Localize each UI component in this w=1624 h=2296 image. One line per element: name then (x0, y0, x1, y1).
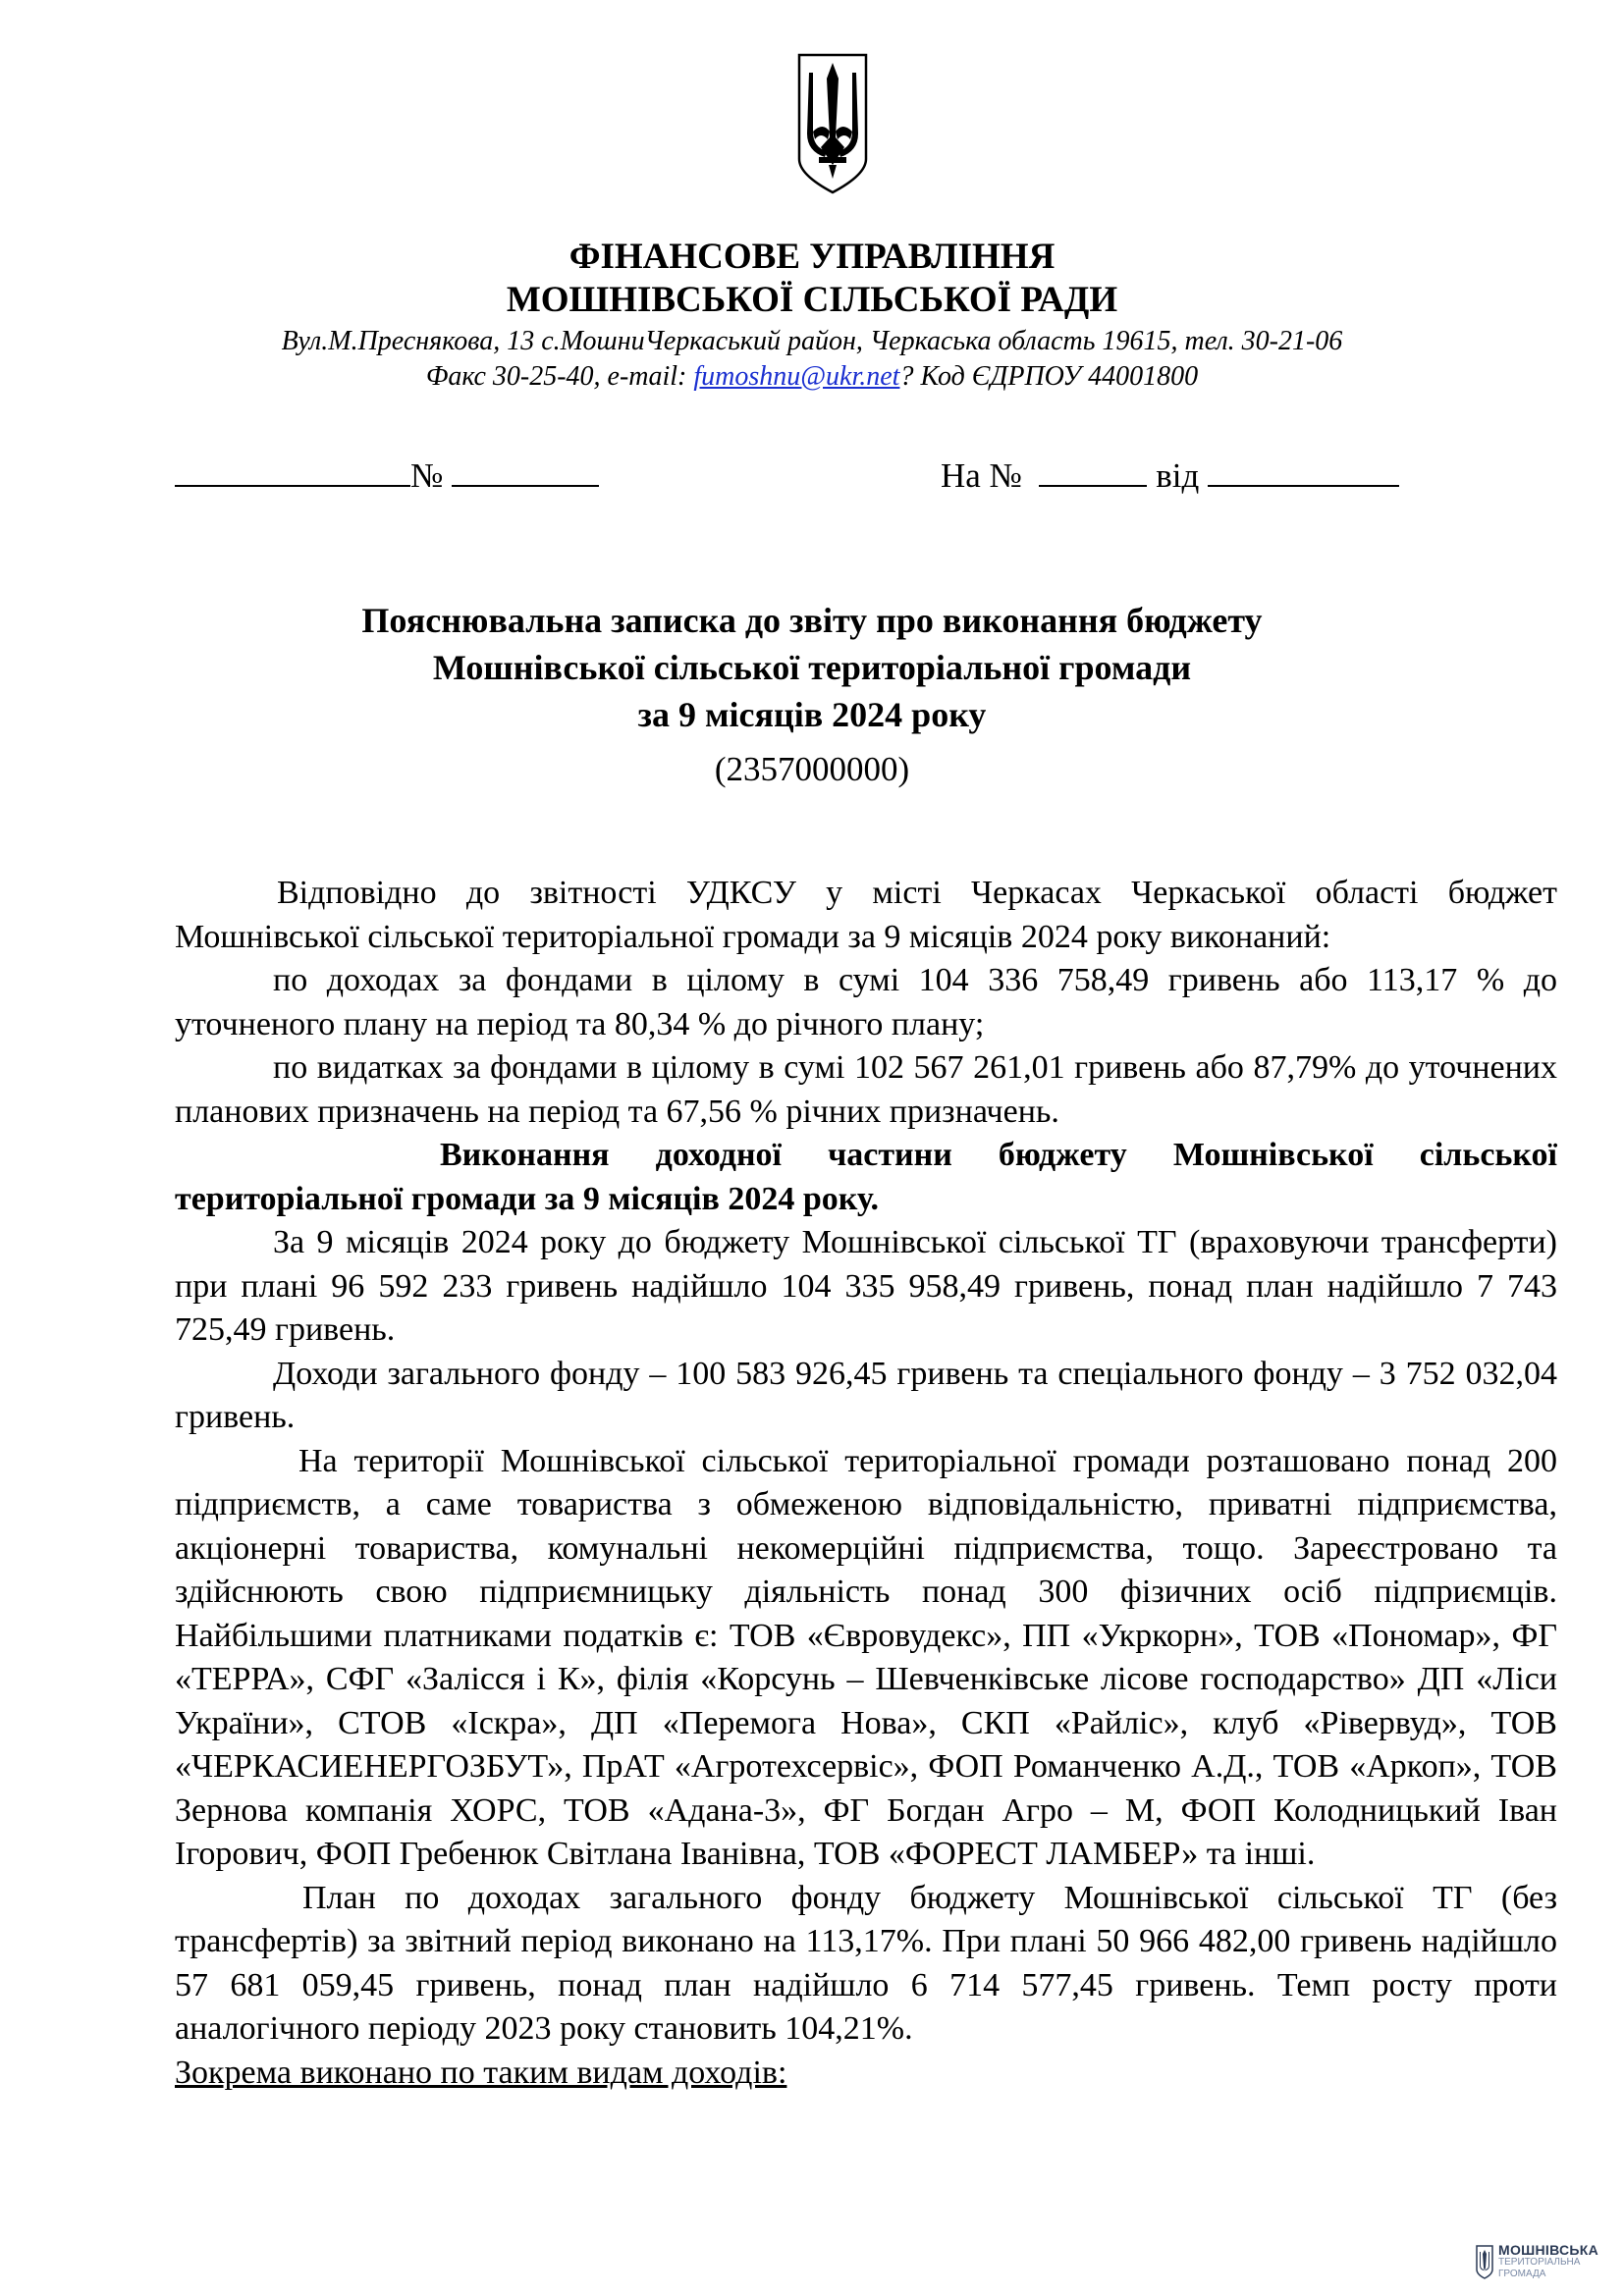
trident-emblem-icon (793, 49, 872, 196)
paragraph-general-fund: План по доходах загального фонду бюджету Мошнівської сільської ТГ (без трансфертів) за звітний період виконано на 113,17%. При плані 50 966 482,00 гривень надійшло 57 681 059,45 гривень, понад план надійшло 6 714 577,45 гривень. Темп росту проти аналогічного періоду 2023 року становить 104,21%. (175, 1879, 1557, 2047)
paragraph-income-types (175, 2052, 1557, 2096)
paragraph-expense-summary: по видатках за фондами в цілому в сумі 102 567 261,01 гривень або 87,79% до уточнених планових призначень на період та 67,56 % річних призначень. (175, 1049, 1557, 1130)
badge-subtitle (1498, 2257, 1580, 2280)
doc-title-line3: за 9 місяців 2024 року (637, 695, 987, 734)
budget-code: (2357000000) (714, 750, 910, 788)
fax-text: Факс 30-25-40, e-mail: (425, 361, 694, 392)
incoming-date-blank (1208, 454, 1399, 487)
outgoing-number-line (175, 454, 599, 498)
doc-title-line2: Мошнівської сільської територіальної громади (432, 648, 1192, 687)
paragraph-intro: Відповідно до звітності УДКСУ у місті Черкасах Черкаської області бюджет Мошнівської сільської територіальної громади за 9 місяців 2024 року виконаний: (175, 875, 1557, 955)
badge-sub2: ГРОМАДА (1498, 2269, 1546, 2279)
on-number-label: На № (941, 456, 1022, 495)
edrpou-code: ? Код ЄДРПОУ 44001800 (899, 361, 1199, 392)
from-label: від (1156, 456, 1200, 495)
date-blank (175, 454, 410, 487)
badge-sub1: ТЕРИТОРІАЛЬНА (1498, 2257, 1581, 2268)
paragraph-enterprises: На території Мошнівської сільської територіальної громади розташовано понад 200 підприємств, а саме товариства з обмеженою відповідальністю, приватні підприємства, акціонерні товариства, комунальні некомерційні підприємства, тощо. Зареєстровано та здійснюють свою підприємницьку діяльність понад 300 фізичних осіб підприємців. Найбільшими платниками податків є: ТОВ «Євровудекс», ПП «Укркорн», ТОВ «Пономар», ФГ «ТЕРРА», СФГ «Залісся і К», філія «Корсунь – Шевченківське лісове господарство» ДП «Ліси України», СТОВ «Іскра», ДП «Перемога Нова», СКП «Райліс», клуб «Рівервуд», ТОВ «ЧЕРКАСИЕНЕРГОЗБУТ», ПрАТ «Агротехсервіс», ФОП Романченко А.Д., ТОВ «Аркоп», ТОВ Зернова компанія ХОРС, ТОВ «Адана-3», ФГ Богдан Агро – М, ФОП Колодницький Іван Ігорович, ФОП Гребенюк Світлана Іванівна, ТОВ «ФОРЕСТ ЛАМБЕР» та інші. (175, 1442, 1557, 1872)
incoming-number-line (941, 454, 1399, 498)
incoming-number-blank (1039, 454, 1147, 487)
paragraph-income-summary: по доходах за фондами в цілому в сумі 104 336 758,49 гривень або 113,17 % до уточненого плану на період та 80,34 % до річного плану; (175, 962, 1557, 1042)
org-name-line2: МОШНІВСЬКОЇ СІЛЬСЬКОЇ РАДИ (506, 280, 1118, 320)
income-types-heading: Зокрема виконано по таким видам доходів: (175, 2054, 787, 2091)
community-badge (1475, 2242, 1622, 2285)
org-contacts (0, 359, 1624, 395)
badge-title: МОШНІВСЬКА (1498, 2242, 1599, 2258)
number-sign: № (410, 456, 444, 495)
number-blank (452, 454, 599, 487)
doc-title-line1: Пояснювальна записка до звіту про виконання бюджету (361, 601, 1263, 640)
paragraph-income-total: За 9 місяців 2024 року до бюджету Мошнівської сільської ТГ (враховуючи трансферти) при плані 96 592 233 гривень надійшло 104 335 958,49 гривень, понад план надійшло 7 743 725,49 гривень. (175, 1224, 1557, 1348)
document-body (175, 872, 1557, 2095)
paragraph-funds: Доходи загального фонду – 100 583 926,45 гривень та спеціального фонду – 3 752 032,04 гривень. (175, 1355, 1557, 1435)
section-title-income: Виконання доходної частини бюджету Мошнівської сільської територіальної громади за 9 місяців 2024 року. (175, 1137, 1557, 1217)
org-address: Вул.М.Преснякова, 13 с.МошниЧеркаський район, Черкаська область 19615, тел. 30-21-06 (281, 326, 1343, 356)
community-logo-icon (1475, 2244, 1494, 2279)
email-link[interactable]: fumoshnu@ukr.net (693, 361, 900, 392)
org-name-line1: ФІНАНСОВЕ УПРАВЛІННЯ (568, 237, 1056, 277)
